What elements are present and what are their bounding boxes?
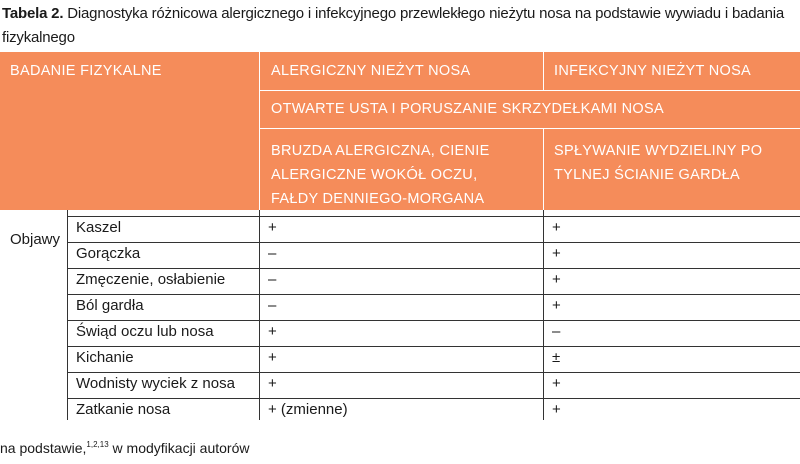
header-allergic-label: ALERGICZNY NIEŻYT NOSA — [271, 63, 471, 79]
header-cell-infectious-signs — [543, 128, 800, 210]
allergic-value: + — [268, 219, 277, 236]
infectious-value: + — [552, 297, 561, 314]
header-divider — [259, 52, 260, 210]
symptom-cell: Wodnisty wyciek z nosa — [76, 375, 235, 392]
header-common-label: OTWARTE USTA I PORUSZANIE SKRZYDEŁKAMI NOSA — [271, 101, 664, 117]
header-infectious-signs-label: SPŁYWANIE WYDZIELINY PO TYLNEJ ŚCIANIE GARDŁA — [554, 143, 763, 183]
infectious-value: + — [552, 401, 561, 418]
source-footnote — [0, 440, 249, 456]
allergic-value: – — [268, 245, 277, 262]
table-row — [68, 320, 800, 343]
header-divider — [543, 52, 544, 90]
footnote-refs: 1,2,13 — [86, 440, 109, 449]
table-caption — [2, 2, 792, 50]
infectious-value: + — [552, 271, 561, 288]
symptom-cell: Zatkanie nosa — [76, 401, 171, 418]
symptom-cell: Zmęczenie, osłabienie — [76, 271, 226, 288]
header-infectious-label: INFEKCYJNY NIEŻYT NOSA — [554, 63, 752, 79]
table-row — [68, 398, 800, 421]
allergic-value: – — [268, 297, 277, 314]
footnote-prefix: na podstawie, — [0, 440, 87, 456]
allergic-value: – — [268, 271, 277, 288]
header-cell-allergic-signs — [259, 128, 543, 210]
infectious-value: ± — [552, 349, 561, 366]
infectious-value: – — [552, 323, 561, 340]
table-row — [68, 346, 800, 369]
table-row — [68, 216, 800, 239]
table-row — [68, 242, 800, 265]
allergic-value: + — [268, 349, 277, 366]
caption-text: Diagnostyka różnicowa alergicznego i infekcyjnego przewlekłego nieżytu nosa na podstawie wywiadu i badania fizykalnego — [2, 5, 784, 46]
group-label-symptoms: Objawy — [10, 231, 61, 248]
allergic-value: + (zmienne) — [268, 401, 348, 418]
header-divider — [259, 128, 800, 129]
header-physical-exam-label: BADANIE FIZYKALNE — [10, 63, 162, 79]
header-cell-infectious — [543, 52, 800, 90]
infectious-value: + — [552, 245, 561, 262]
header-allergic-signs-label: BRUZDA ALERGICZNA, CIENIE ALERGICZNE WOKÓŁ OCZU, FAŁDY DENNIEGO-MORGANA — [271, 143, 490, 207]
footnote-suffix: w modyfikacji autorów — [108, 440, 250, 456]
table-row — [68, 372, 800, 395]
header-cell-allergic — [259, 52, 543, 90]
symptom-cell: Świąd oczu lub nosa — [76, 323, 214, 340]
caption-label: Tabela 2. — [2, 5, 64, 22]
symptom-cell: Kaszel — [76, 219, 122, 236]
header-divider — [543, 128, 544, 210]
table-row — [68, 294, 800, 317]
symptom-cell: Ból gardła — [76, 297, 144, 314]
allergic-value: + — [268, 375, 277, 392]
symptom-cell: Gorączka — [76, 245, 141, 262]
header-cell-physical-exam — [0, 52, 259, 210]
header-cell-common — [259, 90, 800, 128]
table-row — [68, 268, 800, 291]
allergic-value: + — [268, 323, 277, 340]
header-divider — [259, 90, 800, 91]
infectious-value: + — [552, 375, 561, 392]
infectious-value: + — [552, 219, 561, 236]
symptom-cell: Kichanie — [76, 349, 134, 366]
